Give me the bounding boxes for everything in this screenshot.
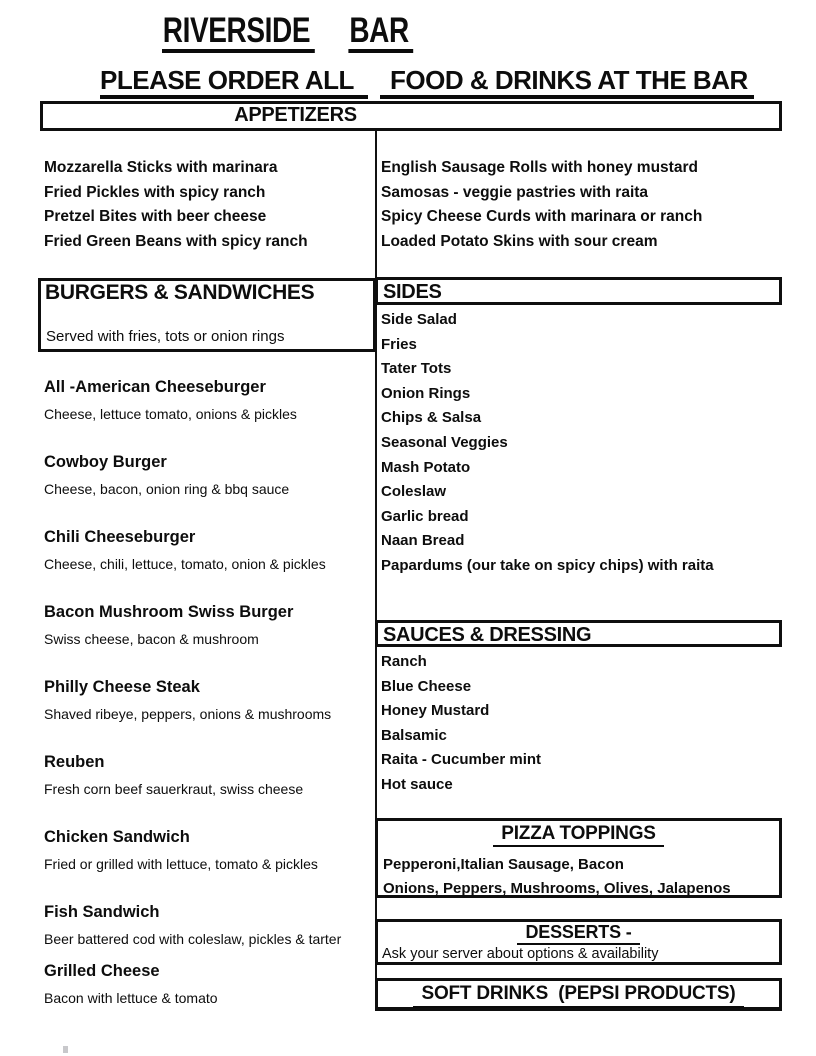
appetizer-item: Mozzarella Sticks with marinara xyxy=(44,159,278,176)
sauces-header: SAUCES & DRESSING xyxy=(383,624,592,646)
menu-item-name: Bacon Mushroom Swiss Burger xyxy=(44,603,294,621)
menu-item-desc: Fried or grilled with lettuce, tomato & pickles xyxy=(44,856,318,872)
appetizers-left-list xyxy=(44,156,374,254)
menu-item-desc: Shaved ribeye, peppers, onions & mushrooms xyxy=(44,706,332,722)
sauce-item: Hot sauce xyxy=(381,775,453,793)
appetizers-header: APPETIZERS xyxy=(234,104,357,126)
menu-item-desc: Cheese, bacon, onion ring & bbq sauce xyxy=(44,481,290,497)
side-item: Tater Tots xyxy=(381,360,452,378)
desserts-note: Ask your server about options & availability xyxy=(382,946,659,962)
menu-item xyxy=(44,526,377,573)
pizza-toppings-list xyxy=(378,853,779,900)
side-item: Onion Rings xyxy=(381,384,471,402)
side-item: Coleslaw xyxy=(381,483,447,501)
sauces-header-box xyxy=(375,620,782,647)
appetizers-header-box xyxy=(40,101,782,131)
menu-item-name: Cowboy Burger xyxy=(44,453,167,471)
burgers-header-box xyxy=(38,278,376,352)
sauce-item: Balsamic xyxy=(381,726,447,744)
burgers-note: Served with fries, tots or onion rings xyxy=(46,328,285,345)
soft-drinks-header: SOFT DRINKS (PEPSI PRODUCTS) xyxy=(413,983,743,1008)
side-item: Side Salad xyxy=(381,311,457,328)
menu-item xyxy=(44,960,377,1007)
appetizer-item: Pretzel Bites with beer cheese xyxy=(44,208,267,225)
title-word-riverside: RIVERSIDE xyxy=(162,14,315,53)
menu-item xyxy=(44,826,377,873)
pizza-toppings-line: Onions, Peppers, Mushrooms, Olives, Jalapenos xyxy=(383,879,731,897)
appetizer-item: Fried Pickles with spicy ranch xyxy=(44,183,266,201)
page-title xyxy=(162,11,414,53)
sauce-item: Raita - Cucumber mint xyxy=(381,751,542,769)
appetizer-item: Spicy Cheese Curds with marinara or ranch xyxy=(381,208,703,225)
menu-item xyxy=(44,601,377,648)
pizza-toppings-box xyxy=(375,818,782,898)
side-item: Mash Potato xyxy=(381,458,471,476)
appetizers-right-list xyxy=(381,156,780,254)
side-item: Garlic bread xyxy=(381,507,469,525)
menu-item-desc: Fresh corn beef sauerkraut, swiss cheese xyxy=(44,781,304,797)
side-item: Naan Bread xyxy=(381,532,465,550)
side-item: Chips & Salsa xyxy=(381,409,482,427)
desserts-header-row xyxy=(378,923,779,945)
menu-item-name: Chili Cheeseburger xyxy=(44,528,196,546)
menu-item xyxy=(44,376,377,423)
order-notice-left: PLEASE ORDER ALL xyxy=(100,67,368,99)
sauces-list xyxy=(381,650,780,798)
menu-item-name: Philly Cheese Steak xyxy=(44,678,200,696)
menu-item-name: All -American Cheeseburger xyxy=(44,378,266,396)
sauce-item: Blue Cheese xyxy=(381,677,472,695)
appetizer-item: Loaded Potato Skins with sour cream xyxy=(381,232,658,250)
menu-item-desc: Bacon with lettuce & tomato xyxy=(44,990,218,1006)
appetizer-item: English Sausage Rolls with honey mustard xyxy=(381,159,698,176)
desserts-header: DESSERTS - xyxy=(517,923,639,945)
sides-list xyxy=(381,308,780,579)
sauce-item: Ranch xyxy=(381,653,427,670)
menu-item-desc: Swiss cheese, bacon & mushroom xyxy=(44,631,259,647)
scan-artifact-dot xyxy=(63,1046,68,1053)
menu-item xyxy=(44,676,377,723)
side-item: Papardums (our take on spicy chips) with raita xyxy=(381,556,714,574)
menu-item xyxy=(44,901,377,948)
appetizer-item: Fried Green Beans with spicy ranch xyxy=(44,232,308,250)
menu-item-name: Reuben xyxy=(44,753,105,771)
pizza-toppings-header: PIZZA TOPPINGS xyxy=(493,823,664,847)
appetizer-item: Samosas - veggie pastries with raita xyxy=(381,183,649,201)
pizza-toppings-line: Pepperoni,Italian Sausage, Bacon xyxy=(383,856,624,873)
title-word-bar: BAR xyxy=(349,14,414,53)
sides-header: SIDES xyxy=(383,281,442,303)
menu-item xyxy=(44,451,377,498)
burgers-header: BURGERS & SANDWICHES xyxy=(45,281,315,304)
soft-drinks-box xyxy=(375,978,782,1011)
menu-item-name: Fish Sandwich xyxy=(44,903,160,921)
menu-item-name: Grilled Cheese xyxy=(44,962,160,980)
menu-item xyxy=(44,751,377,798)
sauce-item: Honey Mustard xyxy=(381,702,490,720)
menu-item-desc: Cheese, chili, lettuce, tomato, onion & pickles xyxy=(44,556,326,572)
order-notice-right: FOOD & DRINKS AT THE BAR xyxy=(380,67,754,99)
sides-header-box xyxy=(375,277,782,305)
side-item: Fries xyxy=(381,335,417,353)
burgers-list xyxy=(44,376,377,1035)
pizza-toppings-header-row xyxy=(378,823,779,847)
side-item: Seasonal Veggies xyxy=(381,433,508,451)
soft-drinks-header-row xyxy=(378,983,779,1008)
menu-item-name: Chicken Sandwich xyxy=(44,828,190,846)
menu-item-desc: Beer battered cod with coleslaw, pickles & tarter xyxy=(44,931,342,947)
menu-item-desc: Cheese, lettuce tomato, onions & pickles xyxy=(44,406,297,422)
desserts-box xyxy=(375,919,782,965)
